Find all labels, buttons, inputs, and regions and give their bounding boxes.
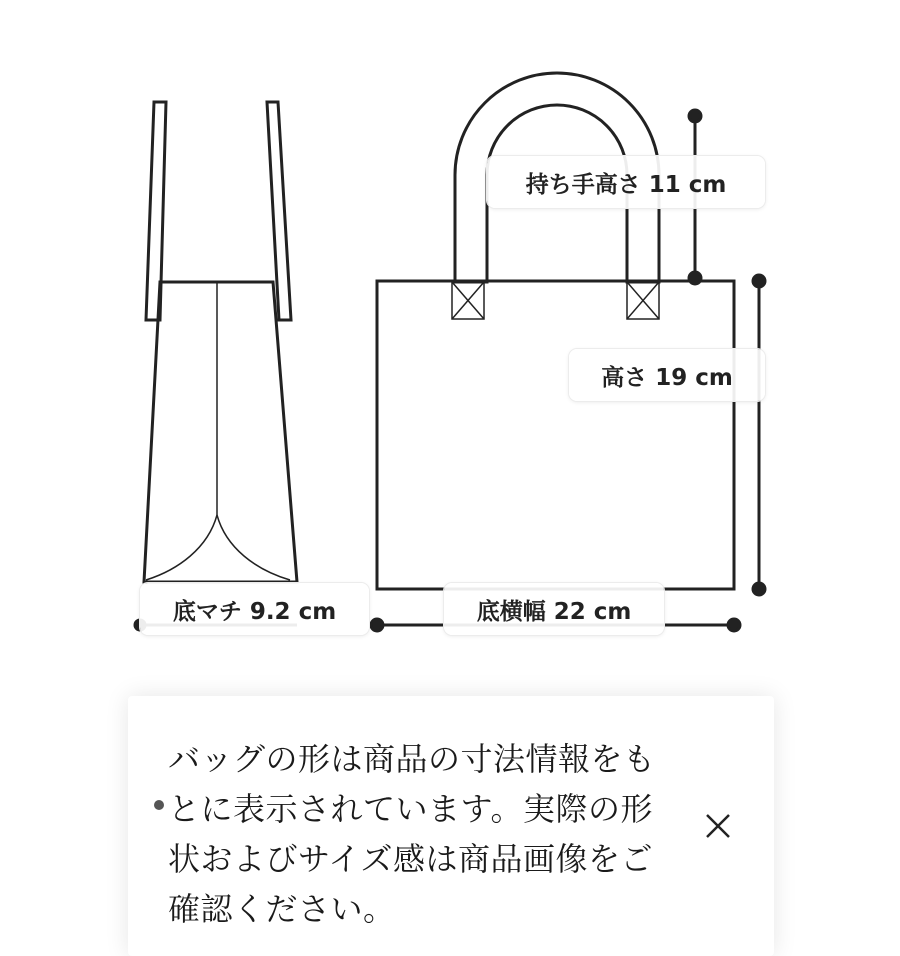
label-gusset: [140, 583, 369, 635]
label-handle-height-text: 持ち手高さ 11 cm: [525, 171, 727, 198]
label-height: [569, 349, 765, 401]
side-left-strap: [146, 102, 166, 320]
side-fold-left: [146, 515, 217, 580]
close-icon: [704, 812, 732, 840]
bag-front-view: [377, 73, 734, 589]
side-right-strap: [267, 102, 291, 320]
label-height-text: 高さ 19 cm: [601, 364, 733, 391]
side-fold-right: [217, 515, 290, 580]
close-button[interactable]: [698, 806, 738, 846]
label-handle-height: [487, 156, 765, 208]
label-bottom-width-text: 底横幅 22 cm: [476, 598, 632, 625]
front-body: [377, 281, 734, 589]
label-bottom-width: [444, 583, 664, 635]
label-gusset-text: 底マチ 9.2 cm: [172, 598, 337, 625]
size-notice-card: [128, 696, 774, 956]
side-body: [144, 282, 297, 582]
dimension-height: [753, 275, 765, 595]
info-dot-icon: [154, 800, 164, 810]
size-notice-text: バッグの形は商品の寸法情報をもとに表示されています。実際の形状およびサイズ感は商品画像をご確認ください。: [168, 740, 656, 928]
bag-side-view: [144, 102, 297, 582]
